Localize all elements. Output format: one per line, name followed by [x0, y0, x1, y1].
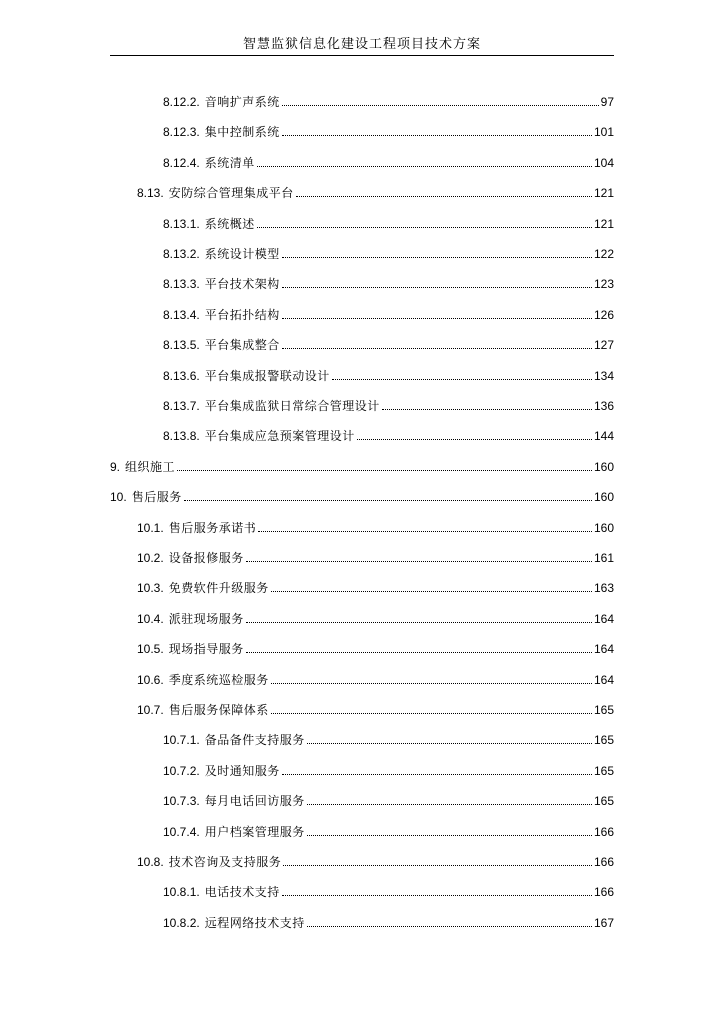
toc-entry[interactable] [163, 212, 614, 232]
toc-entry[interactable] [163, 728, 614, 748]
toc-entry-title: 集中控制系统 [204, 125, 280, 140]
toc-dot-leader [184, 499, 592, 501]
toc-entry-page-number: 101 [593, 125, 614, 140]
toc-dot-leader [271, 682, 592, 684]
toc-entry-title: 系统设计模型 [204, 247, 280, 261]
toc-entry[interactable] [163, 303, 614, 323]
toc-entry-title: 现场指导服务 [168, 642, 244, 657]
toc-entry[interactable] [163, 242, 614, 262]
toc-dot-leader [357, 438, 592, 440]
toc-dot-leader [246, 621, 592, 623]
toc-dot-leader [283, 864, 592, 866]
toc-entry-page-number: 164 [593, 672, 614, 687]
toc-entry-number: 10.8. [137, 855, 164, 869]
toc-entry-title: 免费软件升级服务 [168, 581, 269, 596]
toc-dot-leader [271, 590, 592, 592]
toc-dot-leader [282, 286, 592, 288]
toc-entry-number: 10.6. [137, 672, 164, 687]
toc-entry-title: 安防综合管理集成平台 [168, 186, 294, 201]
toc-entry[interactable] [163, 424, 614, 444]
toc-dot-leader [282, 894, 592, 896]
toc-dot-leader [271, 712, 592, 714]
toc-entry-title: 技术咨询及支持服务 [168, 855, 282, 869]
toc-entry-number: 10.7. [137, 703, 164, 717]
toc-entry[interactable] [163, 272, 614, 292]
toc-entry-number: 8.12.2. [163, 95, 200, 109]
toc-entry-page-number: 160 [593, 459, 614, 474]
toc-entry-page-number: 166 [593, 885, 614, 900]
toc-entry[interactable] [137, 607, 614, 627]
toc-entry[interactable] [137, 576, 614, 596]
toc-entry[interactable] [163, 911, 614, 931]
toc-dot-leader [246, 651, 592, 653]
header-divider [110, 55, 614, 56]
toc-dot-leader [282, 347, 592, 349]
toc-entry-page-number: 160 [593, 520, 614, 535]
toc-entry-number: 8.12.3. [163, 125, 200, 140]
toc-entry[interactable] [163, 120, 614, 140]
toc-entry[interactable] [163, 151, 614, 171]
toc-entry[interactable] [137, 546, 614, 566]
toc-entry-number: 8.12.4. [163, 155, 200, 170]
toc-entry-page-number: 123 [593, 277, 614, 292]
toc-entry-number: 10.7.1. [163, 733, 200, 748]
toc-entry-page-number: 122 [593, 247, 614, 261]
toc-entry-page-number: 161 [593, 551, 614, 565]
toc-entry-number: 8.13.3. [163, 277, 200, 292]
toc-dot-leader [307, 834, 592, 836]
toc-entry[interactable] [137, 698, 614, 718]
toc-dot-leader [177, 469, 592, 471]
toc-entry-number: 8.13.7. [163, 399, 200, 413]
toc-entry-number: 8.13.8. [163, 429, 200, 444]
toc-entry-title: 用户档案管理服务 [204, 824, 305, 839]
toc-dot-leader [257, 226, 592, 228]
toc-entry-title: 售后服务保障体系 [168, 703, 269, 717]
toc-entry[interactable] [163, 759, 614, 779]
toc-entry-title: 系统清单 [204, 155, 255, 170]
toc-dot-leader [382, 408, 592, 410]
toc-entry-page-number: 126 [593, 307, 614, 322]
toc-dot-leader [257, 165, 592, 167]
toc-entry-page-number: 166 [593, 855, 614, 869]
toc-entry[interactable] [163, 880, 614, 900]
toc-entry-page-number: 121 [593, 186, 614, 201]
toc-dot-leader [258, 530, 592, 532]
toc-dot-leader [246, 560, 592, 562]
toc-entry-title: 派驻现场服务 [168, 611, 244, 626]
toc-entry-page-number: 160 [593, 490, 614, 505]
toc-entry-number: 10. [110, 490, 127, 505]
toc-entry[interactable] [137, 516, 614, 536]
toc-entry-number: 10.7.4. [163, 824, 200, 839]
toc-entry-page-number: 144 [593, 429, 614, 444]
toc-entry-title: 平台技术架构 [204, 277, 280, 292]
toc-entry[interactable] [110, 485, 614, 505]
toc-entry-title: 平台集成整合 [204, 338, 280, 353]
toc-entry-title: 平台集成应急预案管理设计 [204, 429, 355, 444]
toc-entry-page-number: 121 [593, 216, 614, 231]
toc-entry-number: 8.13.5. [163, 338, 200, 353]
toc-entry-page-number: 134 [593, 368, 614, 383]
toc-entry-title: 设备报修服务 [168, 551, 244, 565]
toc-entry-title: 备品备件支持服务 [204, 733, 305, 748]
toc-entry-title: 平台集成报警联动设计 [204, 368, 330, 383]
toc-entry-page-number: 165 [593, 733, 614, 748]
toc-entry-page-number: 164 [593, 642, 614, 657]
toc-entry-title: 售后服务 [131, 490, 182, 505]
toc-dot-leader [307, 742, 592, 744]
toc-entry-page-number: 127 [593, 338, 614, 353]
toc-entry-page-number: 166 [593, 824, 614, 839]
toc-dot-leader [296, 195, 592, 197]
toc-entry-number: 10.2. [137, 551, 164, 565]
toc-entry[interactable] [163, 789, 614, 809]
toc-entry[interactable] [163, 333, 614, 353]
toc-dot-leader [332, 378, 592, 380]
toc-entry-page-number: 104 [593, 155, 614, 170]
toc-entry-title: 音响扩声系统 [204, 95, 280, 109]
toc-entry[interactable] [163, 394, 614, 414]
toc-entry-title: 平台拓扑结构 [204, 307, 280, 322]
toc-entry-title: 电话技术支持 [204, 885, 280, 900]
toc-entry-number: 10.7.2. [163, 763, 200, 778]
toc-dot-leader [282, 134, 592, 136]
toc-dot-leader [307, 925, 592, 927]
toc-entry-number: 8.13.2. [163, 247, 200, 261]
toc-entry-number: 10.5. [137, 642, 164, 657]
toc-entry-number: 10.8.2. [163, 915, 200, 930]
toc-dot-leader [282, 773, 592, 775]
toc-entry-number: 10.7.3. [163, 794, 200, 809]
toc-entry-page-number: 136 [593, 399, 614, 413]
toc-entry-title: 远程网络技术支持 [204, 915, 305, 930]
toc-entry-title: 系统概述 [204, 216, 255, 231]
toc-entry[interactable] [137, 668, 614, 688]
toc-entry-title: 平台集成监狱日常综合管理设计 [204, 399, 380, 413]
toc-entry-number: 8.13. [137, 186, 164, 201]
toc-entry-number: 8.13.4. [163, 307, 200, 322]
toc-dot-leader [282, 256, 592, 258]
toc-entry-page-number: 165 [593, 703, 614, 717]
toc-entry-number: 8.13.6. [163, 368, 200, 383]
toc-entry[interactable] [137, 850, 614, 870]
toc-entry-page-number: 165 [593, 794, 614, 809]
toc-entry-title: 组织施工 [125, 459, 176, 474]
toc-entry-page-number: 97 [600, 95, 614, 109]
toc-entry-number: 10.4. [137, 611, 164, 626]
toc-entry-page-number: 163 [593, 581, 614, 596]
toc-entry-page-number: 164 [593, 611, 614, 626]
toc-entry-title: 售后服务承诺书 [168, 520, 257, 535]
toc-dot-leader [282, 317, 592, 319]
toc-entry[interactable] [137, 637, 614, 657]
toc-dot-leader [307, 803, 592, 805]
toc-entry-number: 8.13.1. [163, 216, 200, 231]
toc-entry-title: 季度系统巡检服务 [168, 672, 269, 687]
toc-entry-number: 10.8.1. [163, 885, 200, 900]
toc-entry[interactable] [110, 455, 614, 475]
toc-entry-number: 9. [110, 459, 121, 474]
toc-dot-leader [282, 104, 599, 106]
toc-entry[interactable] [163, 820, 614, 840]
toc-entry-title: 每月电话回访服务 [204, 794, 305, 809]
toc-entry-page-number: 165 [593, 763, 614, 778]
toc-entry-page-number: 167 [593, 915, 614, 930]
toc-entry[interactable] [163, 364, 614, 384]
toc-entry-number: 10.1. [137, 520, 164, 535]
toc-entry-title: 及时通知服务 [204, 763, 280, 778]
toc-entry[interactable] [137, 181, 614, 201]
page-header-title: 智慧监狱信息化建设工程项目技术方案 [242, 37, 481, 52]
toc-entry[interactable] [163, 90, 614, 110]
toc-entry-number: 10.3. [137, 581, 164, 596]
